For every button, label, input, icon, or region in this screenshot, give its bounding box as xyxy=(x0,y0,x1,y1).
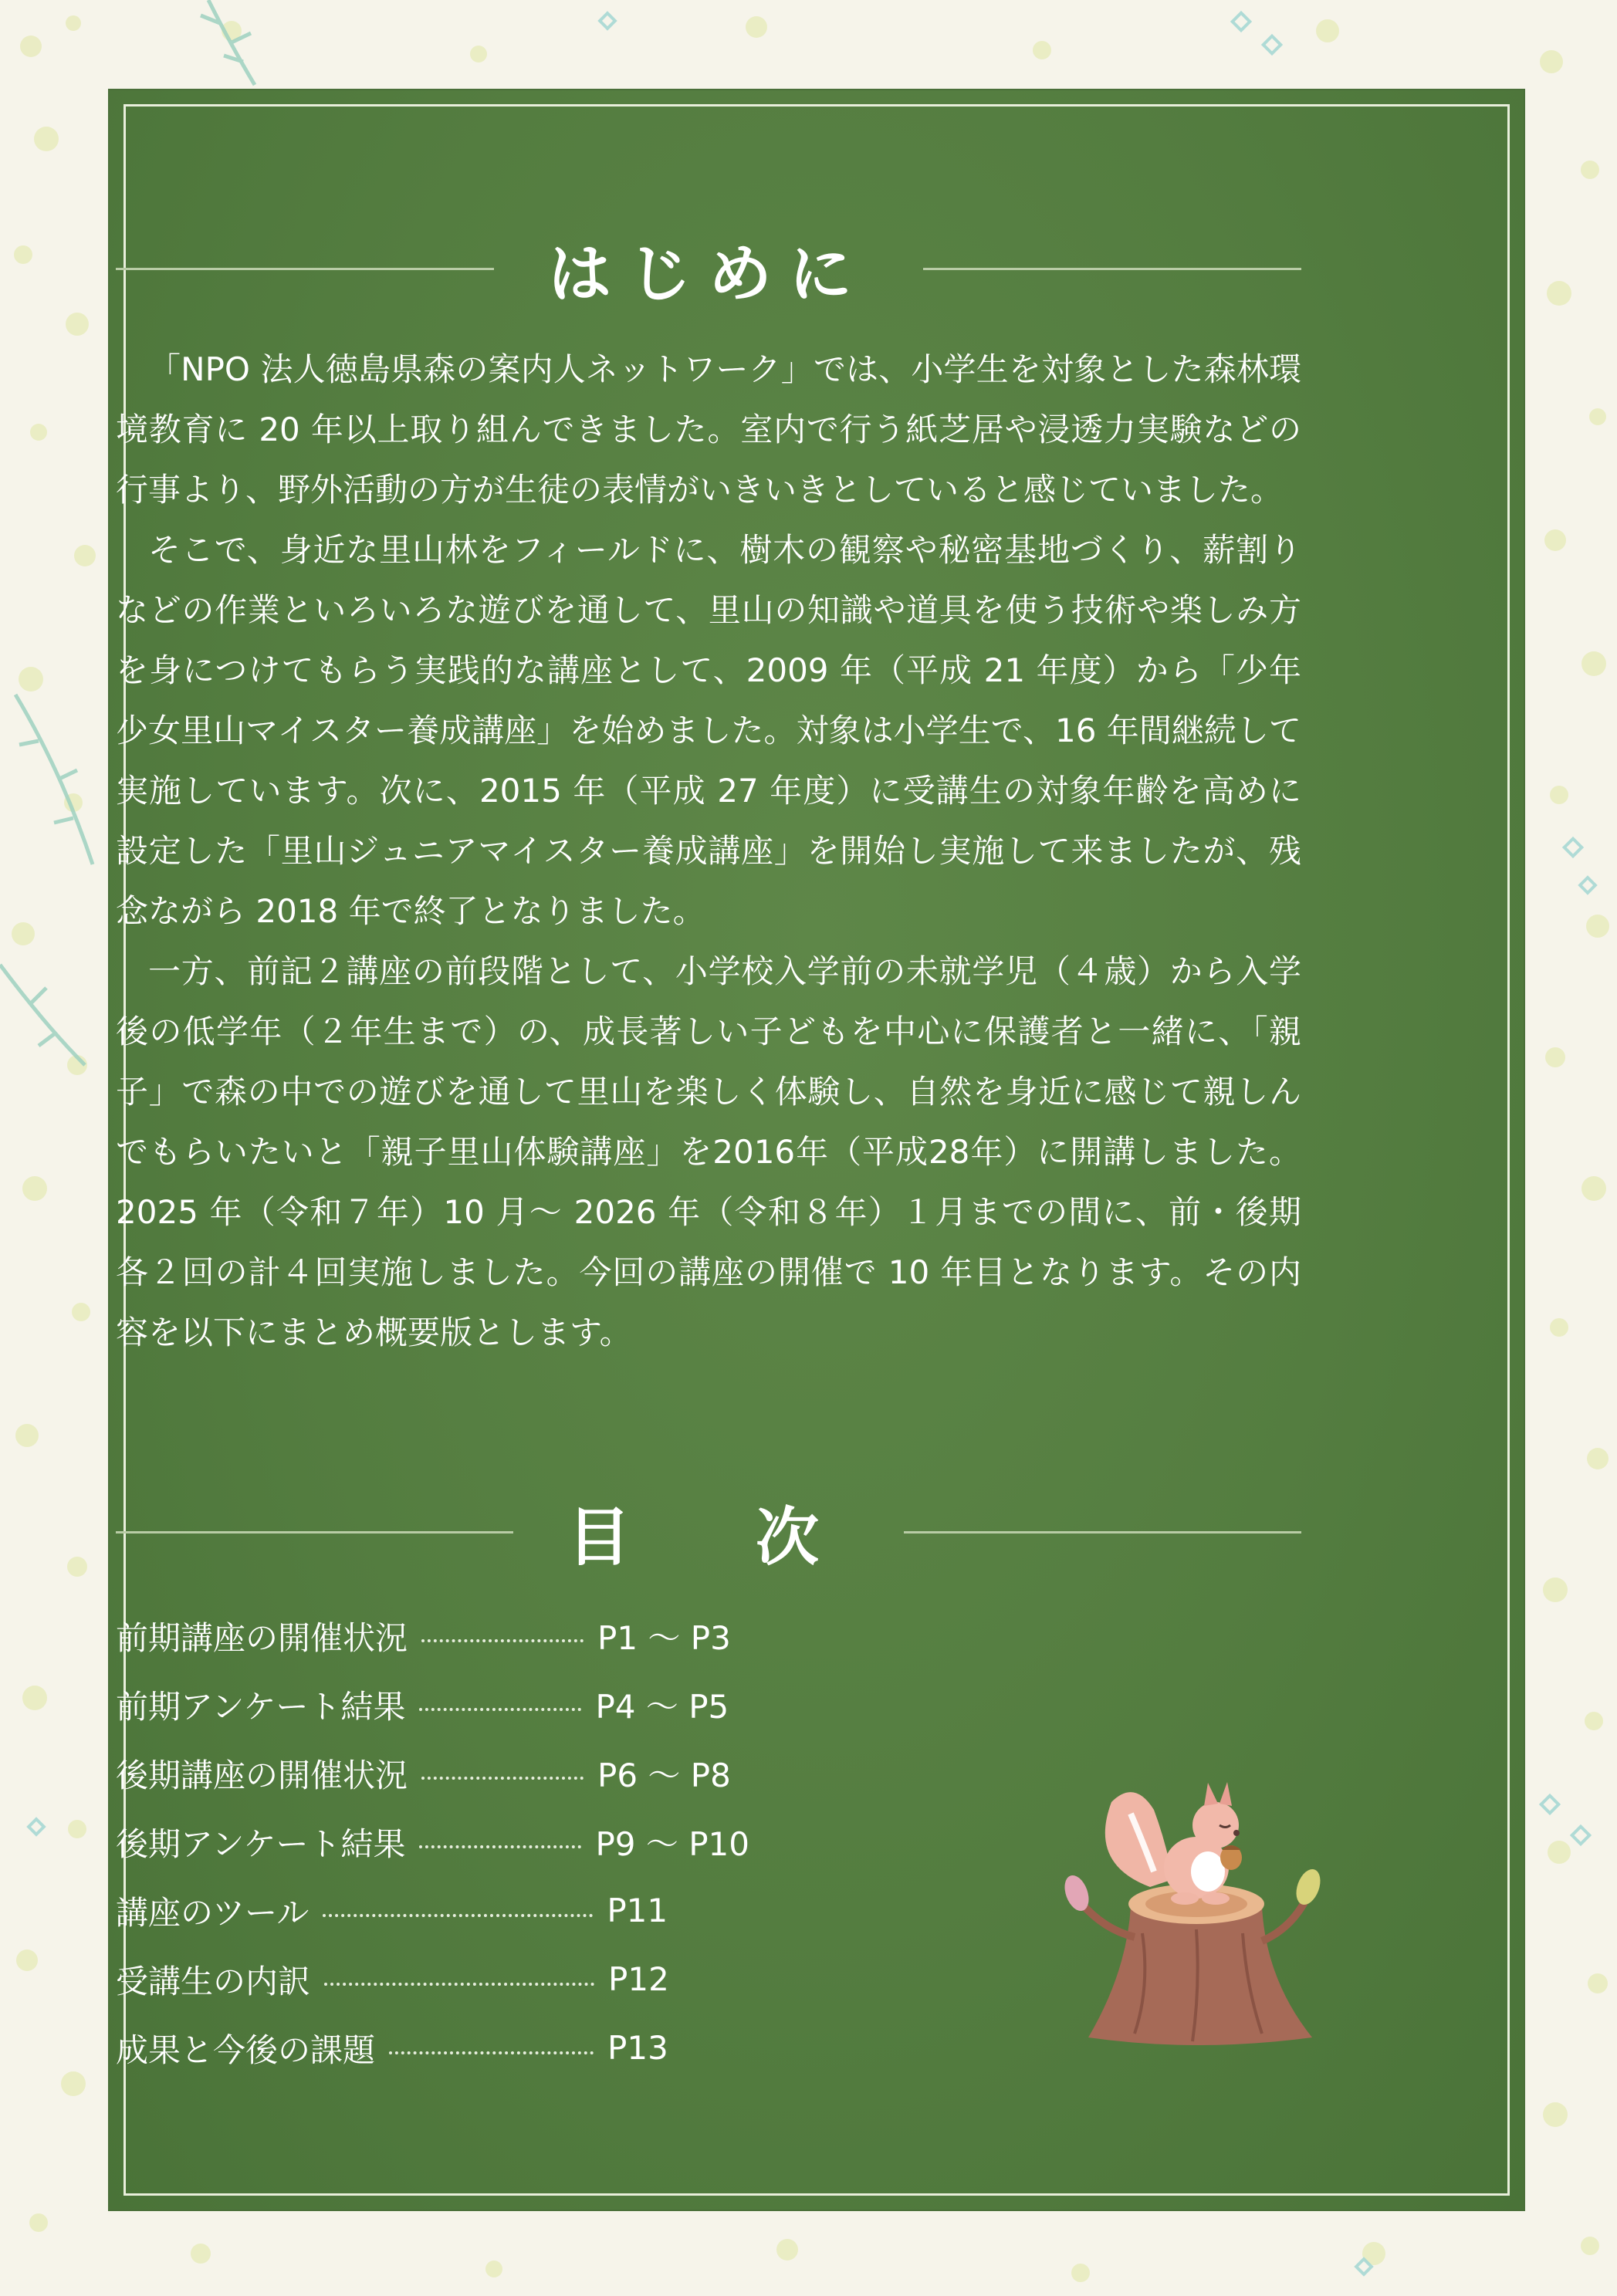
toc-item-page: P6 ～ P8 xyxy=(597,1756,731,1794)
toc-item[interactable] xyxy=(116,1670,810,1739)
toc-item[interactable] xyxy=(116,1945,810,2014)
toc-item-label: 講座のツール xyxy=(116,1893,310,1932)
intro-paragraph: そこで、身近な里山林をフィールドに、樹木の観察や秘密基地づくり、薪割りなどの作業といろいろな遊びを通して、里山の知識や道具を使う技術や楽しみ方を身につけてもらう実践的な講座として、2009 年（平成 21 年度）から「少年少女里山マイスター養成講座」を始めました。対象は小学生で、16 年間継続して実施しています。次に、2015 年（平成 27 年度）に受講生の対象年齢を高めに設定した「里山ジュニアマイスター養成講座」を開始し実施して来ましたが、残念ながら 2018 年で終了となりました。 xyxy=(116,531,1301,930)
toc-item-page: P4 ～ P5 xyxy=(595,1687,729,1726)
squirrel-on-stump-icon xyxy=(1057,1771,1343,2057)
heading-rule-left xyxy=(116,268,494,270)
toc-leader-dots xyxy=(323,1914,593,1917)
table-of-contents xyxy=(116,1601,810,2082)
toc-heading: 目 次 xyxy=(567,1500,851,1574)
toc-leader-dots xyxy=(421,1777,584,1780)
heading-rule-right xyxy=(904,1531,1301,1533)
toc-item[interactable] xyxy=(116,2014,810,2082)
toc-heading-row xyxy=(116,1486,1301,1578)
toc-leader-dots xyxy=(324,1983,594,1986)
toc-leader-dots xyxy=(419,1708,581,1711)
toc-item[interactable] xyxy=(116,1601,810,1670)
toc-leader-dots xyxy=(421,1639,584,1642)
toc-item-page: P9 ～ P10 xyxy=(595,1824,750,1863)
toc-item-label: 前期講座の開催状況 xyxy=(116,1618,408,1657)
intro-heading-row xyxy=(116,222,1301,315)
toc-item[interactable] xyxy=(116,1876,810,1945)
intro-heading: はじめに xyxy=(548,237,870,311)
toc-item-label: 成果と今後の課題 xyxy=(116,2031,376,2069)
toc-item-page: P12 xyxy=(608,1960,669,1998)
toc-item-page: P1 ～ P3 xyxy=(597,1618,731,1657)
toc-item-label: 後期講座の開催状況 xyxy=(116,1756,408,1794)
heading-rule-left xyxy=(116,1531,513,1533)
intro-paragraph: 一方、前記２講座の前段階として、小学校入学前の未就学児（４歳）から入学後の低学年（２年生まで）の、成長著しい子どもを中心に保護者と一緒に、「親子」で森の中での遊びを通して里山を楽しく体験し、自然を身近に感じて親しんでもらいたいと「親子里山体験講座」を2016年（平成28年）に開講しました。2025 年（令和７年）10 月～ 2026 年（令和８年）１月までの間に、前・後期各２回の計４回実施しました。今回の講座の開催で 10 年目となります。その内容を以下にまとめ概要版とします。 xyxy=(116,952,1301,1351)
intro-paragraph: 「NPO 法人徳島県森の案内人ネットワーク」では、小学生を対象とした森林環境教育に 20 年以上取り組んできました。室内で行う紙芝居や浸透力実験などの行事より、野外活動の方が生徒の表情がいきいきとしていると感じていました。 xyxy=(116,350,1302,509)
toc-item-page: P11 xyxy=(607,1892,668,1929)
intro-body xyxy=(116,340,1301,1363)
toc-leader-dots xyxy=(389,2051,594,2054)
toc-item-label: 後期アンケート結果 xyxy=(116,1824,406,1863)
toc-leader-dots xyxy=(419,1845,581,1848)
toc-item[interactable] xyxy=(116,1807,810,1876)
toc-item-page: P13 xyxy=(607,2029,668,2067)
heading-rule-right xyxy=(923,268,1301,270)
toc-item-label: 受講生の内訳 xyxy=(116,1962,311,2000)
toc-item[interactable] xyxy=(116,1739,810,1807)
toc-item-label: 前期アンケート結果 xyxy=(116,1687,406,1726)
